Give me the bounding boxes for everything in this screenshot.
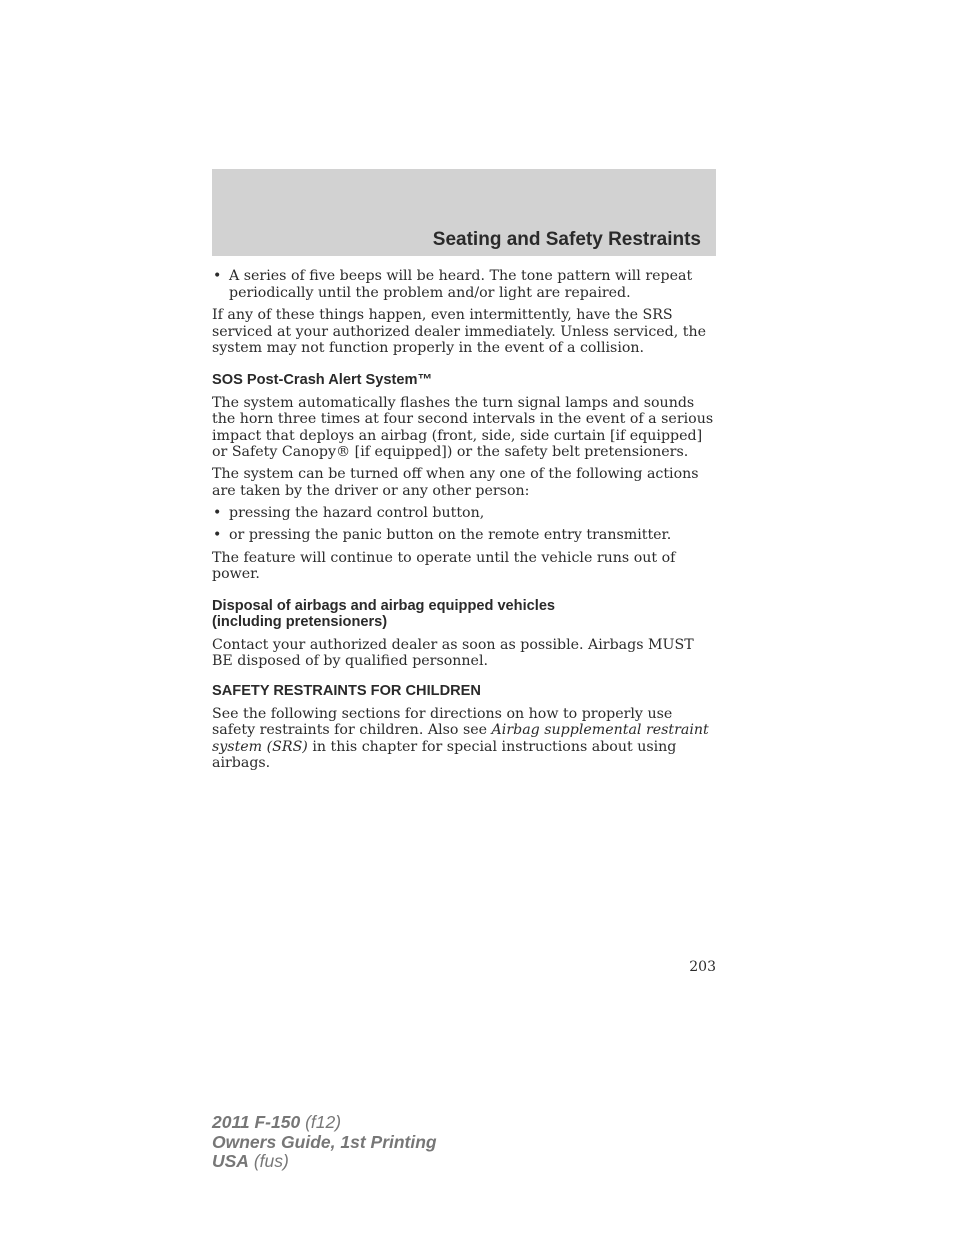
bullet-item	[212, 527, 718, 544]
footer-region-code: (fus)	[253, 1151, 289, 1171]
footer-line-guide	[212, 1133, 437, 1153]
paragraph-srs-service: If any of these things happen, even intermittently, have the SRS serviced at your authorized dealer immediately. Unless serviced, the system may not function properly in the event of a collision.	[212, 307, 707, 356]
section-title: Seating and Safety Restraints	[432, 229, 701, 250]
bullet-text: or pressing the panic button on the remote entry transmitter.	[229, 527, 672, 543]
footer-model-code: (f12)	[305, 1112, 342, 1132]
bullet-text: A series of five beeps will be heard. The tone pattern will repeat periodically until the problem and/or light are repaired.	[229, 268, 693, 301]
footer-guide: Owners Guide, 1st Printing	[212, 1131, 437, 1152]
heading-disposal-line2: (including pretensioners)	[212, 613, 388, 630]
bullet-icon: •	[213, 268, 222, 284]
children-text-b: in this chapter for special instructions about using airbags.	[212, 738, 677, 771]
children-text-reference: Airbag supplemental restraint system (SRS)	[212, 722, 709, 755]
footer-region: USA	[212, 1151, 249, 1171]
footer-line-model	[212, 1113, 437, 1133]
bullet-icon: •	[213, 504, 222, 521]
section-header-band	[212, 169, 716, 256]
bullet-item	[212, 505, 718, 522]
document-footer	[212, 1113, 437, 1172]
page-content	[212, 268, 718, 777]
bullet-icon: •	[213, 527, 222, 543]
paragraph-sos-power: The feature will continue to operate until the vehicle runs out of power.	[212, 549, 676, 582]
heading-safety-restraints-children: SAFETY RESTRAINTS FOR CHILDREN	[212, 682, 481, 699]
bullet-text: pressing the hazard control button,	[229, 504, 485, 521]
footer-line-region	[212, 1152, 437, 1172]
paragraph-disposal: Contact your authorized dealer as soon as possible. Airbags MUST BE disposed of by qualified personnel.	[212, 636, 694, 669]
paragraph-sos-turn-off: The system can be turned off when any one of the following actions are taken by the driver or any other person:	[212, 466, 699, 499]
heading-sos-post-crash: SOS Post-Crash Alert System™	[212, 371, 433, 388]
page-number: 203	[689, 959, 716, 975]
footer-model: 2011 F-150	[212, 1112, 301, 1132]
paragraph-children	[212, 706, 718, 772]
heading-disposal	[212, 598, 718, 630]
bullet-item	[212, 268, 718, 301]
children-text-a: See the following sections for directions on how to properly use safety restraints for children. Also see	[212, 705, 673, 738]
heading-disposal-line1: Disposal of airbags and airbag equipped vehicles	[212, 597, 556, 614]
paragraph-sos-description: The system automatically flashes the turn signal lamps and sounds the horn three times at four second intervals in the event of a serious impact that deploys an airbag (front, side, side curtain [if equipped] or Safety Canopy® [if equipped]) or the safety belt pretensioners.	[212, 394, 714, 460]
